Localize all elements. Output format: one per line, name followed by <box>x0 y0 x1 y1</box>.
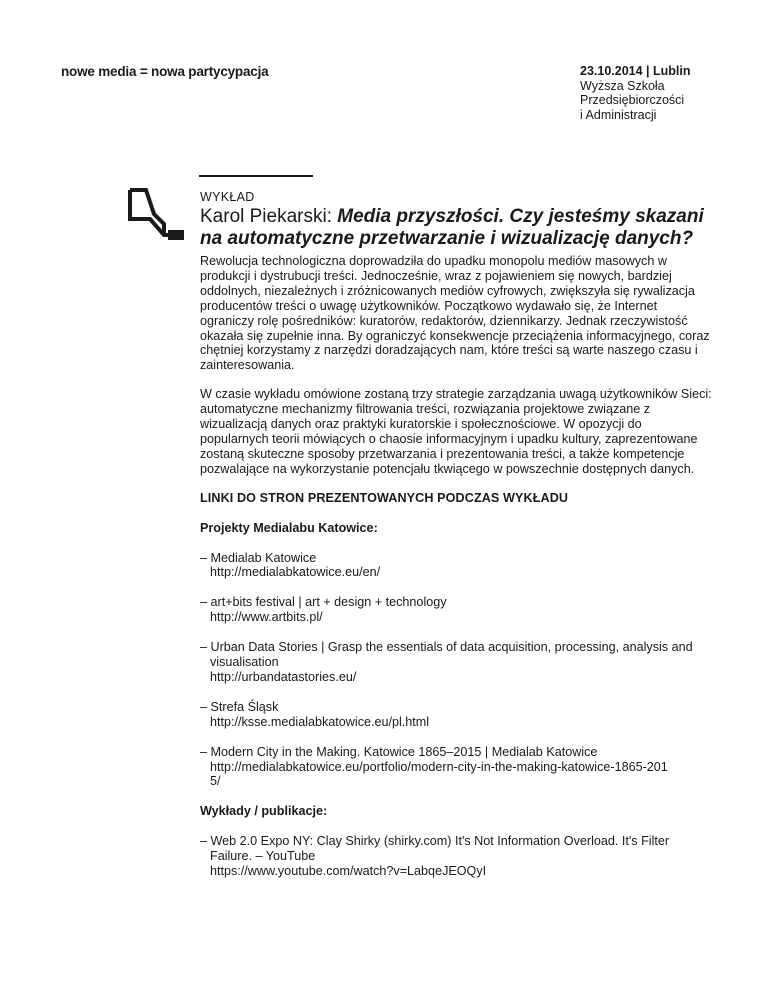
project-link-item <box>200 745 712 790</box>
project-name: – Medialab Katowice <box>200 550 317 565</box>
project-url-link[interactable]: http://urbandatastories.eu/ <box>210 669 357 684</box>
project-url-link[interactable]: http://medialabkatowice.eu/portfolio/modern-city-in-the-making-katowice-1865-2015/ <box>210 759 668 789</box>
speaker-name: Karol Piekarski: <box>200 206 332 227</box>
project-name: – Urban Data Stories | Grasp the essentials of data acquisition, processing, analysis and visualisation <box>200 640 693 670</box>
project-name: – art+bits festival | art + design + technology <box>200 595 447 610</box>
project-link-item <box>200 640 712 685</box>
project-link-item <box>200 551 712 581</box>
project-url-link[interactable]: http://www.artbits.pl/ <box>210 610 323 625</box>
publication-name: – Web 2.0 Expo NY: Clay Shirky (shirky.com) It's Not Information Overload. It's Filter Failure. – YouTube <box>200 834 670 864</box>
event-date-place: 23.10.2014 | Lublin <box>580 64 691 78</box>
project-url-link[interactable]: http://medialabkatowice.eu/en/ <box>210 565 381 580</box>
event-title: nowe media = nowa partycypacja <box>61 64 269 79</box>
section-label: WYKŁAD <box>200 190 255 204</box>
publication-link-item <box>200 834 712 879</box>
lecture-title <box>200 206 720 249</box>
lecture-logo-icon <box>126 188 186 244</box>
project-name: – Strefa Śląsk <box>200 699 279 714</box>
project-link-item <box>200 700 712 730</box>
description-paragraph: Rewolucja technologiczna doprowadziła do upadku monopolu mediów masowych w produkcji i dystrubucji treści. Jednocześnie, wraz z pojawieniem się nowych, bardziej oddolnych, niezależnych i zróżnicowanych mediów cyfrowych, zwiększyła się rywalizacja producentów treści o uwagę użytkowników. Początkowo wydawało się, że Internet ograniczy rolę pośredników: kuratorów, redaktorów, dziennikarzy. Jednak rzeczywistość okazała się zupełnie inna. By ograniczyć konsekwencje przeciążenia informacyjnego, coraz chętniej korzystamy z narzędzi doradzających nam, które treści są warte naszego czasu i zainteresowania. <box>200 254 710 373</box>
publications-heading: Wykłady / publikacje: <box>200 804 328 819</box>
event-details <box>580 64 691 122</box>
projects-heading: Projekty Medialabu Katowice: <box>200 520 378 535</box>
description-paragraph: W czasie wykładu omówione zostaną trzy strategie zarządzania uwagą użytkowników Sieci: automatyczne mechanizmy filtrowania treści, rozwiązania projektowe związane z wizualizacją danych oraz praktyki kuratorskie i społecznościowe. W opozycji do popularnych teorii mówiących o chaosie informacyjnym i upadku kultury, zaprezentowane zostaną skuteczne sposoby przetwarzania i prezentowania treści, a także kompetencje pozwalające na wykorzystanie potencjału tkwiącego w powszechnie dostępnych danych. <box>200 387 712 476</box>
venue-line: Wyższa Szkoła <box>580 78 665 93</box>
publication-url-link[interactable]: https://www.youtube.com/watch?v=LabqeJEOQyI <box>210 864 487 879</box>
lecture-body <box>200 254 712 894</box>
section-rule <box>199 175 313 177</box>
venue-line: i Administracji <box>580 107 657 122</box>
links-heading: LINKI DO STRON PREZENTOWANYCH PODCZAS WYKŁADU <box>200 490 569 505</box>
project-link-item <box>200 595 712 625</box>
project-url-link[interactable]: http://ksse.medialabkatowice.eu/pl.html <box>210 714 430 729</box>
lecture-topic: Media przyszłości. Czy jesteśmy skazani na automatyczne przetwarzanie i wizualizację danych? <box>200 206 704 249</box>
project-name: – Modern City in the Making. Katowice 1865–2015 | Medialab Katowice <box>200 744 598 759</box>
venue-line: Przedsiębiorczości <box>580 93 685 107</box>
